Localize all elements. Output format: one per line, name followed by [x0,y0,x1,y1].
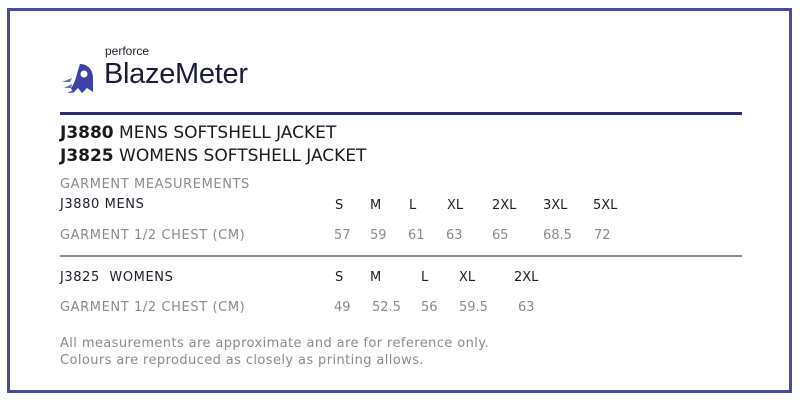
value-cell: 61 [408,228,425,243]
size-header: M [370,198,382,213]
size-header: 5XL [593,198,618,213]
section-title: GARMENT MEASUREMENTS [60,177,250,192]
mens-table-label: J3880 MENS [60,197,145,212]
mens-row-label: GARMENT 1/2 CHEST (CM) [60,228,246,243]
size-header: M [370,270,382,285]
size-header: 3XL [543,198,568,213]
value-cell: 63 [446,228,463,243]
size-header: XL [447,198,464,213]
disclaimer-line: All measurements are approximate and are for reference only. [60,336,489,351]
product-name: WOMENS SOFTSHELL JACKET [119,146,367,166]
value-cell: 49 [334,300,351,315]
product-code: J3825 [60,146,114,166]
brand-name: BlazeMeter [104,58,248,90]
size-header: L [421,270,429,285]
size-header: S [335,270,344,285]
value-cell: 72 [594,228,611,243]
value-cell: 68.5 [543,228,572,243]
product-name: MENS SOFTSHELL JACKET [119,123,337,143]
womens-row-label: GARMENT 1/2 CHEST (CM) [60,300,246,315]
disclaimer-line: Colours are reproduced as closely as printing allows. [60,353,424,368]
value-cell: 59 [370,228,387,243]
brand-small-text: perforce [105,44,150,58]
size-header: XL [459,270,476,285]
product-line-womens [60,146,366,166]
size-header: L [409,198,417,213]
value-cell: 52.5 [372,300,401,315]
size-header: S [335,198,344,213]
value-cell: 65 [492,228,509,243]
value-cell: 57 [334,228,351,243]
womens-table-label: J3825 WOMENS [60,270,174,285]
product-line-mens [60,123,336,143]
header-divider [60,112,742,115]
value-cell: 63 [518,300,535,315]
size-header: 2XL [514,270,539,285]
value-cell: 56 [421,300,438,315]
value-cell: 59.5 [459,300,488,315]
size-header: 2XL [492,198,517,213]
product-code: J3880 [60,123,114,143]
rocket-icon [60,62,96,96]
table-divider [60,255,742,257]
